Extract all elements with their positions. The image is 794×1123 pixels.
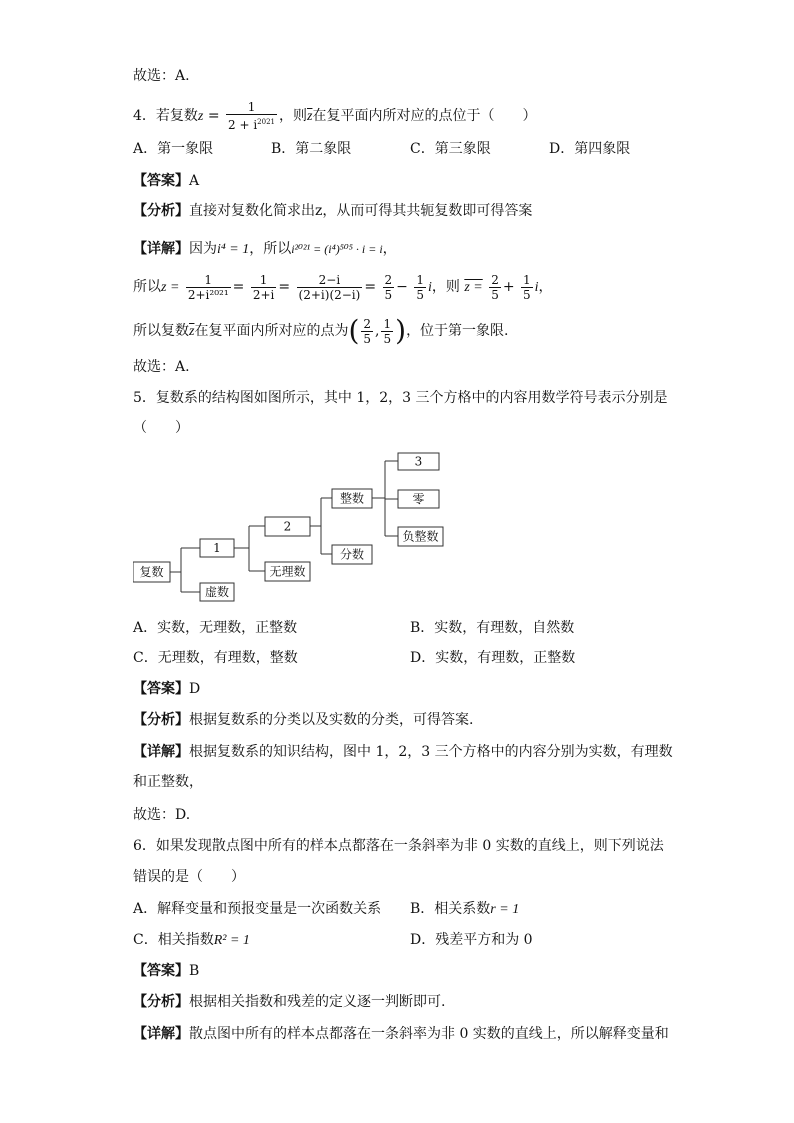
label-box-3: 3: [414, 454, 423, 469]
q6-option-c: C．相关指数R² = 1: [133, 932, 250, 948]
q4-answer-value: A: [189, 173, 200, 189]
q4-eq: =: [203, 108, 225, 124]
question-4-stem: [133, 100, 536, 132]
label-imaginary: 虚数: [204, 585, 230, 599]
q6-option-b: B．相关系数r = 1: [410, 901, 520, 917]
q5-answer: 【答案】D: [133, 681, 201, 697]
q4-option-a: A．第一象限: [133, 141, 214, 157]
q4-analysis-text: 直接对复数化简求出z，从而可得其共轭复数即可得答案: [189, 203, 533, 219]
question-5-stem-1: 5．复数系的结构图如图所示，其中 1，2，3 三个方格中的内容用数学符号表示分别是: [133, 390, 668, 406]
label-integer: 整数: [339, 491, 365, 506]
q4-fraction: [226, 100, 277, 132]
q4-select: 故选：A.: [133, 359, 190, 375]
label-box-1: 1: [213, 541, 221, 555]
q5-option-a: A．实数，无理数，正整数: [133, 620, 298, 636]
q5-detail-2: 和正整数，: [133, 774, 203, 790]
q4-option-d: D．第四象限: [549, 141, 631, 157]
question-6-stem-2: 错误的是（ ）: [133, 869, 245, 885]
q4-prefix: 4．若复数: [133, 108, 198, 124]
q5-option-c: C．无理数，有理数，整数: [133, 650, 298, 666]
q4-suffix: ，则: [279, 108, 307, 124]
question-6-stem-1: 6．如果发现散点图中所有的样本点都落在一条斜率为非 0 实数的直线上，则下列说法: [133, 838, 664, 854]
label-negative-integer: 负整数: [402, 529, 439, 544]
label-box-2: 2: [283, 519, 292, 534]
q6-option-a: A．解释变量和预报变量是一次函数关系: [133, 901, 382, 917]
analysis-tag: 【分析】: [133, 203, 189, 219]
q4-frac-num: 1: [226, 100, 277, 115]
q5-select: 故选：D.: [133, 807, 191, 823]
number-system-diagram: [133, 450, 453, 610]
q6-detail: 【详解】散点图中所有的样本点都落在一条斜率为非 0 实数的直线上，所以解释变量和: [133, 1026, 669, 1042]
label-fraction: 分数: [339, 547, 365, 562]
label-zero: 零: [412, 492, 425, 506]
q4-detail-3: 所以复数$\overline{z}$在复平面内所对应的点为( $\frac{2}{5}$ , $\frac{1}{5}$ )，位于第一象限.: [133, 314, 509, 347]
q4-option-b: B．第二象限: [271, 141, 352, 157]
q6-answer: 【答案】B: [133, 963, 200, 979]
q4-detail-2: 所以z = $\frac{1}{\text{2+i²⁰²¹}}$ = $\frac{1}{2+i}$ = $\frac{2-i}{(2+i)(2-i)}$ = $\frac{2}{5}$ − $\frac{1}{5}$ i，则 z = $\frac{2}{5}$ + $\frac{1}{5}$ i，: [133, 272, 553, 302]
q5-option-d: D．实数，有理数，正整数: [410, 650, 576, 666]
q4-answer: [133, 171, 199, 191]
q4-frac-den: $2 + i^{2021}$: [228, 118, 275, 132]
conclusion-line: 故选：A.: [133, 68, 190, 84]
question-5-stem-2: （ ）: [133, 420, 189, 436]
q4-option-c: C．第三象限: [410, 141, 491, 157]
detail-tag: 【详解】: [133, 241, 189, 257]
q5-option-b: B．实数，有理数，自然数: [410, 620, 575, 636]
q6-option-d: D．残差平方和为 0: [410, 932, 533, 948]
q4-zbar: $\overline{z}$: [307, 109, 313, 124]
q4-z: z: [197, 109, 204, 124]
label-complex: 复数: [139, 565, 164, 579]
q5-analysis: 【分析】根据复数系的分类以及实数的分类，可得答案.: [133, 712, 474, 728]
answer-tag: 【答案】: [133, 173, 189, 189]
q5-detail-1: 【详解】根据复数系的知识结构，图中 1，2，3 三个方格中的内容分别为实数，有理数: [133, 744, 673, 760]
q4-detail-1: 【详解】因为i⁴ = 1，所以i²⁰²¹ = (i⁴)⁵⁰⁵ · i = i，: [133, 241, 397, 257]
label-irrational: 无理数: [269, 564, 306, 579]
q6-analysis: 【分析】根据相关指数和残差的定义逐一判断即可.: [133, 994, 446, 1010]
q4-analysis: [133, 201, 532, 221]
q4-rest: 在复平面内所对应的点位于（ ）: [312, 108, 537, 124]
